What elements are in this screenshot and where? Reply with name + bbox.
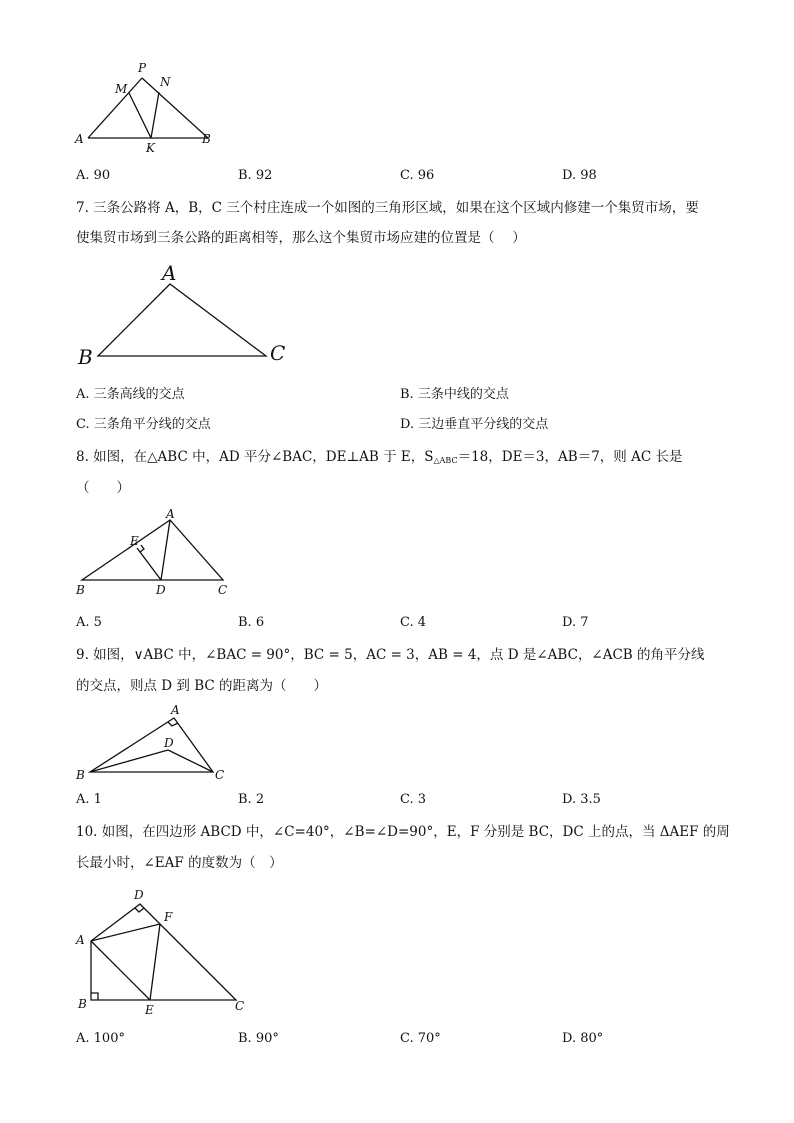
q9-option-c[interactable]: C. 3 <box>400 792 427 807</box>
q6-segment-pb <box>142 78 208 138</box>
q9-right-angle-a <box>168 722 178 726</box>
q8-stem-line1 <box>76 447 682 471</box>
q6-option-a[interactable]: A. 90 <box>76 168 111 183</box>
q8-stem-part2: ＝18，DE＝3，AB＝7，则 AC 长是 <box>457 449 683 465</box>
q9-segment-bd <box>90 750 168 772</box>
q9-label-a: A <box>171 703 180 717</box>
q10-label-d: D <box>134 888 144 902</box>
q8-option-b[interactable]: B. 6 <box>238 615 265 630</box>
q10-option-c[interactable]: C. 70° <box>400 1031 441 1046</box>
q6-figure <box>70 58 230 158</box>
q10-option-d[interactable]: D. 80° <box>562 1031 604 1046</box>
q8-label-e: E <box>130 534 139 548</box>
q8-stem-subscript: △ABC <box>433 456 458 465</box>
q6-label-b: B <box>202 132 211 146</box>
q7-option-a[interactable]: A. 三条高线的交点 <box>76 387 185 402</box>
q8-label-b: B <box>76 583 85 597</box>
q10-label-c: C <box>235 999 245 1013</box>
q8-label-a: A <box>166 507 175 521</box>
q10-figure <box>70 882 260 1022</box>
q9-stem-line2: 的交点，则点 D 到 BC 的距离为（ ） <box>76 678 327 694</box>
q10-right-angle-b <box>91 993 98 1000</box>
q9-option-b[interactable]: B. 2 <box>238 792 265 807</box>
q9-label-b: B <box>76 768 85 782</box>
q6-label-k: K <box>146 141 155 155</box>
q6-segment-nk <box>151 92 159 138</box>
q6-label-n: N <box>160 75 171 89</box>
q10-right-angle-d <box>135 908 144 912</box>
q10-label-a: A <box>76 933 85 947</box>
q7-label-a: A <box>162 261 177 285</box>
q8-label-c: C <box>218 583 228 597</box>
q7-option-d[interactable]: D. 三边垂直平分线的交点 <box>400 417 549 432</box>
q7-figure <box>76 260 306 370</box>
q8-label-d: D <box>156 583 166 597</box>
q7-option-b[interactable]: B. 三条中线的交点 <box>400 387 509 402</box>
q8-stem-line2: （ ） <box>76 480 130 496</box>
q6-label-m: M <box>115 82 128 96</box>
q8-option-d[interactable]: D. 7 <box>562 615 589 630</box>
q6-option-d[interactable]: D. 98 <box>562 168 597 183</box>
q10-stem-line2: 长最小时，∠EAF 的度数为（ ） <box>76 855 283 871</box>
q7-stem-line2: 使集贸市场到三条公路的距离相等，那么这个集贸市场应建的位置是（ ） <box>76 230 526 246</box>
q6-option-b[interactable]: B. 92 <box>238 168 273 183</box>
q8-stem-part1: 8. 如图，在△ABC 中，AD 平分∠BAC，DE⊥AB 于 E，S <box>76 449 434 465</box>
q9-label-c: C <box>215 768 225 782</box>
q8-segment-de <box>137 548 161 580</box>
q7-label-c: C <box>270 341 286 365</box>
q10-label-e: E <box>145 1003 154 1017</box>
q6-label-p: P <box>138 61 147 75</box>
q10-option-b[interactable]: B. 90° <box>238 1031 279 1046</box>
q8-right-angle-e <box>140 545 144 552</box>
q10-option-a[interactable]: A. 100° <box>76 1031 125 1046</box>
q9-option-d[interactable]: D. 3.5 <box>562 792 601 807</box>
q6-segment-mk <box>129 93 151 138</box>
q8-option-c[interactable]: C. 4 <box>400 615 427 630</box>
q8-option-a[interactable]: A. 5 <box>76 615 102 630</box>
q7-option-c[interactable]: C. 三条角平分线的交点 <box>76 417 211 432</box>
q6-label-a: A <box>75 132 84 146</box>
q10-label-b: B <box>78 997 87 1011</box>
q9-label-d: D <box>164 736 174 750</box>
q8-figure <box>70 508 250 603</box>
q9-figure <box>70 700 240 788</box>
q9-option-a[interactable]: A. 1 <box>76 792 102 807</box>
q9-triangle-abc <box>90 718 213 772</box>
q8-segment-ad <box>161 520 170 580</box>
q9-segment-cd <box>168 750 213 772</box>
q10-segment-ef <box>150 924 160 1000</box>
q7-triangle-abc <box>98 284 266 356</box>
q9-stem-line1: 9. 如图，∨ABC 中，∠BAC = 90°，BC = 5，AC = 3，AB = 4，点 D 是∠ABC，∠ACB 的角平分线 <box>76 647 705 663</box>
q10-label-f: F <box>164 910 173 924</box>
q8-triangle-abc <box>82 520 223 580</box>
q6-option-c[interactable]: C. 96 <box>400 168 435 183</box>
q10-stem-line1: 10. 如图，在四边形 ABCD 中，∠C=40°，∠B=∠D=90°，E，F 分别是 BC，DC 上的点，当 ΔAEF 的周 <box>76 824 730 840</box>
q10-segment-ae <box>91 941 150 1000</box>
q7-stem-line1: 7. 三条公路将 A，B，C 三个村庄连成一个如图的三角形区域，如果在这个区域内修建一个集贸市场，要 <box>76 200 699 216</box>
q7-label-b: B <box>78 345 93 369</box>
